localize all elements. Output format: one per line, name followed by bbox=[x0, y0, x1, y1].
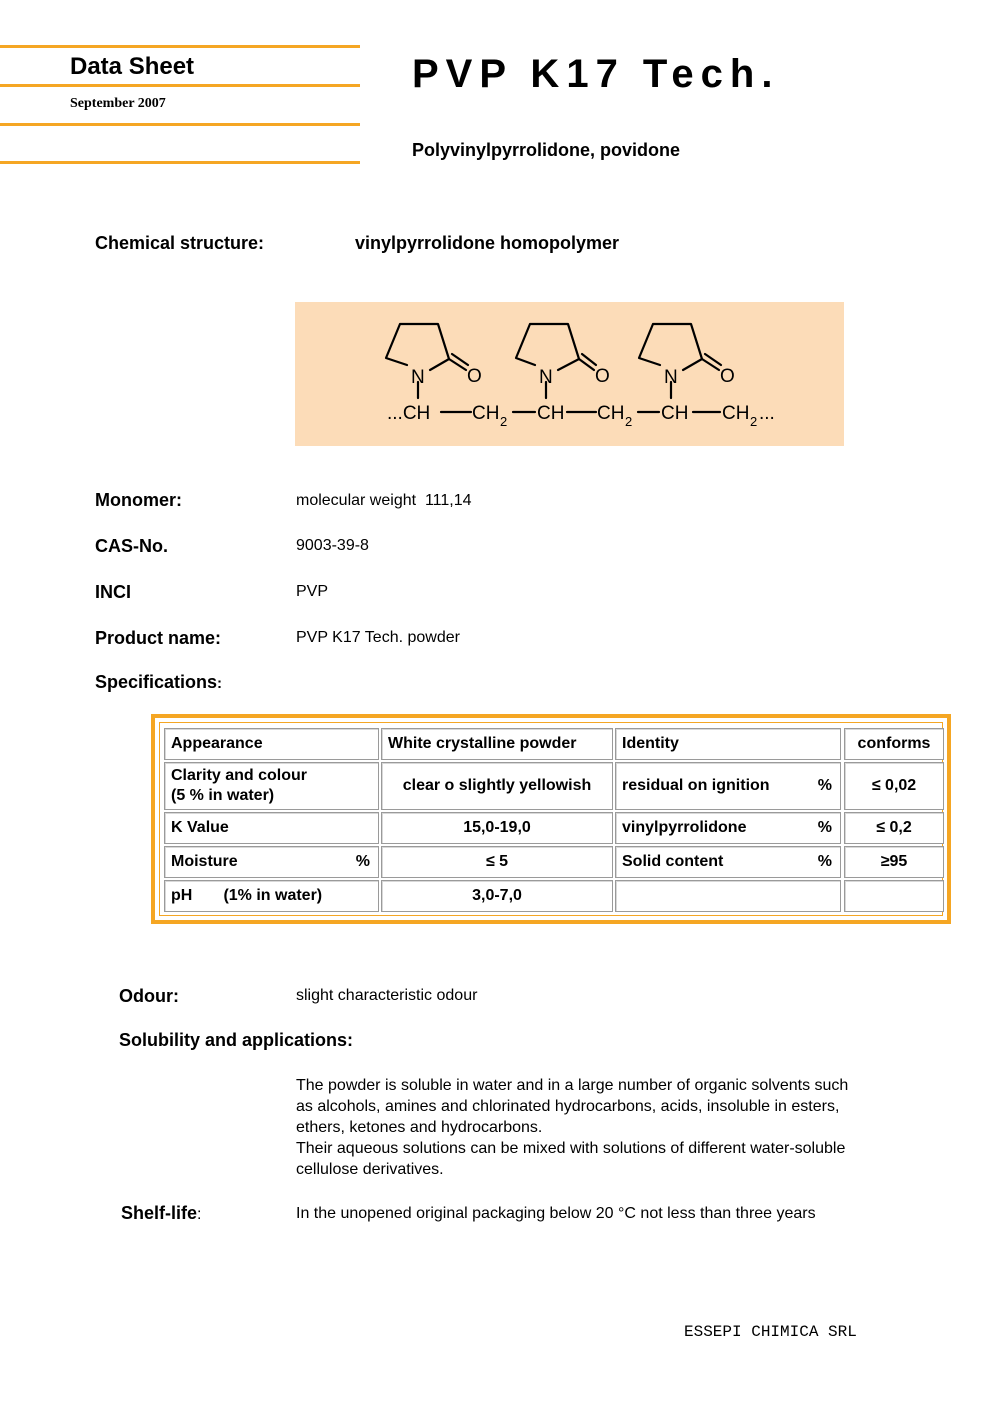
atom-o-3: O bbox=[720, 366, 735, 387]
product-name-value: PVP K17 Tech. powder bbox=[296, 629, 460, 646]
spec-r1-c3 bbox=[615, 728, 841, 760]
spec-r2-c2 bbox=[381, 762, 613, 810]
spec-r5-c3 bbox=[615, 880, 841, 912]
header-rule-2 bbox=[0, 84, 360, 87]
spec-r5-c1-text: pH (1% in water) bbox=[171, 887, 323, 904]
footer-company: ESSEPI CHIMICA SRL bbox=[684, 1323, 857, 1341]
spec-r1-c4 bbox=[844, 728, 944, 760]
atom-o-1: O bbox=[467, 366, 482, 387]
shelf-life-label-colon: : bbox=[197, 1206, 202, 1223]
product-subtitle: Polyvinylpyrrolidone, povidone bbox=[412, 140, 681, 160]
atom-n-3: N bbox=[664, 367, 678, 388]
chain-ch2-2: CH bbox=[597, 403, 625, 424]
spec-r1-c1-text: Appearance bbox=[171, 735, 263, 752]
spec-r1-c2-text: White crystalline powder bbox=[388, 735, 577, 752]
solubility-line-2: as alcohols, amines and chlorinated hydrocarbons, acids, insoluble in esters, bbox=[296, 1098, 840, 1115]
solubility-line-1: The powder is soluble in water and in a large number of organic solvents such bbox=[296, 1077, 849, 1094]
spec-r4-c1 bbox=[164, 846, 379, 878]
spec-r3-c1-text: K Value bbox=[171, 819, 229, 836]
spec-r1-c4-text: conforms bbox=[857, 735, 931, 752]
monomer-label: Monomer: bbox=[95, 490, 182, 510]
chain-ch-3: CH bbox=[661, 403, 689, 424]
odour-label: Odour: bbox=[119, 986, 179, 1006]
chemical-structure-value: vinylpyrrolidone homopolymer bbox=[355, 233, 620, 253]
cas-value: 9003-39-8 bbox=[296, 537, 369, 554]
spec-r2-c3-unit: % bbox=[817, 777, 832, 794]
inci-label: INCI bbox=[95, 582, 131, 602]
cas-label: CAS-No. bbox=[95, 536, 168, 556]
shelf-life-label-text: Shelf-life bbox=[121, 1203, 198, 1223]
spec-r1-c1 bbox=[164, 728, 379, 760]
solubility-line-3: ethers, ketones and hydrocarbons. bbox=[296, 1119, 543, 1136]
spec-r4-c3-unit: % bbox=[817, 853, 832, 870]
spec-r2-c1-text-line2: (5 % in water) bbox=[171, 787, 275, 804]
odour-value: slight characteristic odour bbox=[296, 987, 478, 1004]
ring-1-bonds bbox=[386, 324, 449, 370]
spec-r1-c2 bbox=[381, 728, 613, 760]
specifications-label bbox=[95, 672, 222, 693]
structure-svg bbox=[295, 302, 844, 446]
spec-r3-c3-unit: % bbox=[817, 819, 832, 836]
chain-ch-2: CH bbox=[537, 403, 565, 424]
spec-r2-c2-text: clear o slightly yellowish bbox=[402, 777, 592, 794]
spec-r5-c4 bbox=[844, 880, 944, 912]
shelf-life-label bbox=[121, 1203, 201, 1224]
doc-date: September 2007 bbox=[70, 96, 166, 111]
chain-end: ... bbox=[759, 403, 775, 424]
spec-r2-c4-text: ≤ 0,02 bbox=[871, 777, 917, 794]
specifications-table bbox=[151, 714, 951, 924]
chain-ch-1: ...CH bbox=[387, 403, 431, 424]
solubility-line-5: cellulose derivatives. bbox=[296, 1161, 444, 1178]
spec-r2-c3 bbox=[615, 762, 841, 810]
atom-n-2: N bbox=[539, 367, 553, 388]
spec-r2-c3-text: residual on ignition bbox=[622, 777, 770, 794]
ring-3-bonds bbox=[639, 324, 702, 370]
chain-sub-2: 2 bbox=[625, 414, 633, 429]
inci-value: PVP bbox=[296, 583, 329, 600]
spec-r3-c1 bbox=[164, 812, 379, 844]
structure-diagram bbox=[295, 302, 844, 446]
solubility-label: Solubility and applications: bbox=[119, 1030, 354, 1050]
spec-r5-c2-text: 3,0-7,0 bbox=[472, 887, 522, 904]
header-rule-3 bbox=[0, 123, 360, 126]
spec-r4-c2-text: ≤ 5 bbox=[485, 853, 509, 870]
spec-r4-c3 bbox=[615, 846, 841, 878]
chain-ch2-3: CH bbox=[722, 403, 750, 424]
spec-r4-c4-text: ≥95 bbox=[880, 853, 908, 870]
spec-r2-c1-text: Clarity and colour bbox=[171, 767, 308, 784]
solubility-text bbox=[296, 1075, 956, 1180]
atom-n-1: N bbox=[411, 367, 425, 388]
spec-r3-c4-text: ≤ 0,2 bbox=[876, 819, 912, 836]
spec-r2-c1 bbox=[164, 762, 379, 810]
spec-r5-c2 bbox=[381, 880, 613, 912]
specifications-label-colon: : bbox=[217, 675, 223, 692]
product-name-label: Product name: bbox=[95, 628, 222, 648]
spec-r3-c4 bbox=[844, 812, 944, 844]
spec-r4-c4 bbox=[844, 846, 944, 878]
monomer-value: molecular weight 111,14 bbox=[296, 492, 472, 509]
spec-r3-c3-text: vinylpyrrolidone bbox=[622, 819, 747, 836]
specifications-label-text: Specifications bbox=[95, 672, 218, 692]
chemical-structure-label: Chemical structure: bbox=[95, 233, 265, 253]
ring-2-bonds bbox=[516, 324, 579, 370]
shelf-life-value: In the unopened original packaging below 20 °C not less than three years bbox=[296, 1205, 816, 1222]
chain-ch2-1: CH bbox=[472, 403, 500, 424]
chain-sub-1: 2 bbox=[500, 414, 508, 429]
spec-r3-c2-text: 15,0-19,0 bbox=[463, 819, 531, 836]
header-rule-bottom bbox=[0, 161, 360, 164]
spec-r4-c1-unit: % bbox=[355, 853, 370, 870]
spec-r4-c3-text: Solid content bbox=[622, 853, 724, 870]
spec-r1-c3-text: Identity bbox=[622, 735, 679, 752]
spec-r3-c3 bbox=[615, 812, 841, 844]
spec-r5-c1 bbox=[164, 880, 379, 912]
solubility-line-4: Their aqueous solutions can be mixed with solutions of different water-soluble bbox=[296, 1140, 846, 1157]
atom-o-2: O bbox=[595, 366, 610, 387]
header-rule-top bbox=[0, 45, 360, 48]
spec-r4-c2 bbox=[381, 846, 613, 878]
spec-r2-c4 bbox=[844, 762, 944, 810]
chain-sub-3: 2 bbox=[750, 414, 758, 429]
product-title: PVP K17 Tech. bbox=[412, 52, 780, 96]
spec-r3-c2 bbox=[381, 812, 613, 844]
spec-r4-c1-text: Moisture bbox=[171, 853, 238, 870]
doc-type: Data Sheet bbox=[70, 53, 195, 80]
